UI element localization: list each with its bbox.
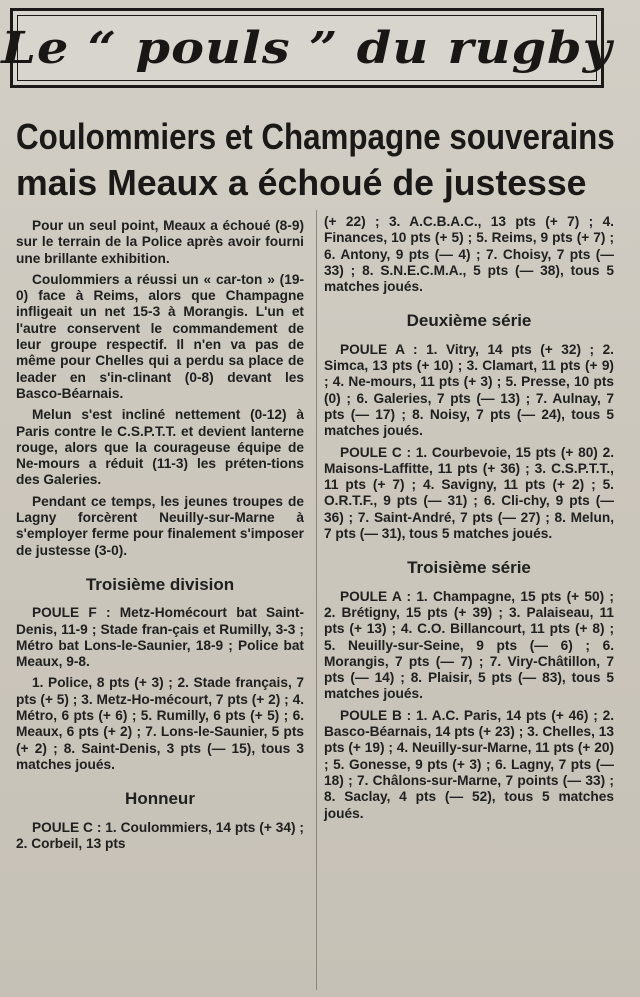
section-heading-honneur: Honneur — [125, 789, 195, 809]
paragraph-melun: Melun s'est incliné nettement (0-12) à Paris contre le C.S.P.T.T. et devient lanterne rouge, alors que la courageuse équipe de Ne-mours a réduit (11-3) les préten-tions des Galeries. — [16, 407, 304, 488]
column-divider — [316, 210, 317, 990]
paragraph-meaux: Pour un seul point, Meaux a échoué (8-9) sur le terrain de la Police après avoir fourni une brillante exhibition. — [16, 218, 304, 266]
poule-b-troisieme-serie: POULE B : 1. A.C. Paris, 14 pts (+ 46) ; 2. Basco-Béarnais, 14 pts (+ 23) ; 3. Chelles, 13 pts (+ 19) ; 4. Neuilly-sur-Marne, 11 pts (+ 20) ; 5. Gonesse, 9 pts (+ 3) ; 6. Lagny, 7 pts (— 18) ; 7. Châlons-sur-Marne, 7 points (— 33) ; 8. Saclay, 4 pts (— 52), tous 5 matches joués. — [324, 707, 614, 821]
column-banner — [1, 8, 613, 88]
banner-title: Le “ pouls ” du rugby — [1, 22, 613, 74]
article-headline — [16, 114, 615, 206]
poule-c-honneur: POULE C : 1. Coulommiers, 14 pts (+ 34) ; 2. Corbeil, 13 pts — [16, 819, 304, 851]
headline-line-2: mais Meaux a échoué de justesse — [16, 162, 587, 203]
poule-c-deuxieme-serie: POULE C : 1. Courbevoie, 15 pts (+ 80) 2. Maisons-Laffitte, 11 pts (+ 36) ; 3. C.S.P.T.T., 11 pts (+ 7) ; 4. Savigny, 11 pts (+ 2) ; 5. O.R.T.F., 9 pts (— 31) ; 6. Cli-chy, 9 pts (— 36) ; 7. Saint-André, 7 pts (— 27) ; 8. Melun, 7 pts (— 31), tous 5 matches joués. — [324, 444, 614, 542]
honneur-continuation: (+ 22) ; 3. A.C.B.A.C., 13 pts (+ 7) ; 4. Finances, 10 pts (+ 5) ; 5. Reims, 9 pts (+ 7) ; 6. Antony, 9 pts (— 4) ; 7. Choisy, 7 pts (— 33) ; 8. S.N.E.C.M.A., 5 pts (— 38), tous 5 matches joués. — [324, 214, 614, 295]
right-column — [324, 214, 614, 827]
poule-a-troisieme-serie: POULE A : 1. Champagne, 15 pts (+ 50) ; 2. Brétigny, 15 pts (+ 39) ; 3. Palaiseau, 11 pts (+ 13) ; 4. C.O. Billancourt, 11 pts (+ 8) ; 5. Neuilly-sur-Seine, 9 pts (— 6) ; 6. Morangis, 7 pts (— 7) ; 7. Viry-Châtillon, 7 pts (— 14) ; 8. Plaisir, 5 pts (— 83), tous 5 matches joués. — [324, 588, 614, 702]
poule-f-standings: 1. Police, 8 pts (+ 3) ; 2. Stade français, 7 pts (+ 5) ; 3. Metz-Ho-mécourt, 7 pts (+ 2) ; 4. Métro, 6 pts (+ 6) ; 5. Rumilly, 6 pts (+ 5) ; 6. Meaux, 6 pts (+ 2) ; 7. Lons-le-Saunier, 5 pts (+ 2) ; 8. Saint-Denis, 3 pts (— 15), tous 3 matches joués. — [16, 675, 304, 772]
left-column — [16, 218, 304, 857]
section-heading-deuxieme-serie: Deuxième série — [406, 311, 532, 331]
banner-frame — [1, 15, 613, 81]
paragraph-lagny: Pendant ce temps, les jeunes troupes de Lagny forcèrent Neuilly-sur-Marne à s'employer ferme pour finalement s'imposer de justesse (3-0). — [16, 493, 304, 558]
section-heading-troisieme-division: Troisième division — [85, 574, 235, 594]
poule-f-results: POULE F : Metz-Homécourt bat Saint-Denis, 11-9 ; Stade fran-çais et Rumilly, 3-3 ; Métro bat Lons-le-Saunier, 18-9 ; Police bat Meaux, 9-8. — [16, 605, 304, 670]
poule-a-deuxieme-serie: POULE A : 1. Vitry, 14 pts (+ 32) ; 2. Simca, 13 pts (+ 10) ; 3. Clamart, 11 pts (+ 9) ; 4. Ne-mours, 11 pts (+ 3) ; 5. Presse, 10 pts (0) ; 6. Galeries, 7 pts (— 13) ; 7. Aulnay, 7 pts (— 17) ; 8. Noisy, 7 pts (— 24), tous 5 matches joués. — [324, 341, 614, 439]
section-heading-troisieme-serie: Troisième série — [407, 558, 531, 578]
paragraph-coulommiers: Coulommiers a réussi un « car-ton » (19-0) face à Reims, alors que Champagne infligeait un net 15-3 à Morangis. L'un et l'autre conservent le commandement de leur groupe respectif. Il n'en va pas de même pour Chelles qui a perdu sa place de leader en s'in-clinant (0-8) devant les Basco-Béarnais. — [16, 271, 304, 401]
headline-line-1: Coulommiers et Champagne souverains — [16, 116, 615, 157]
